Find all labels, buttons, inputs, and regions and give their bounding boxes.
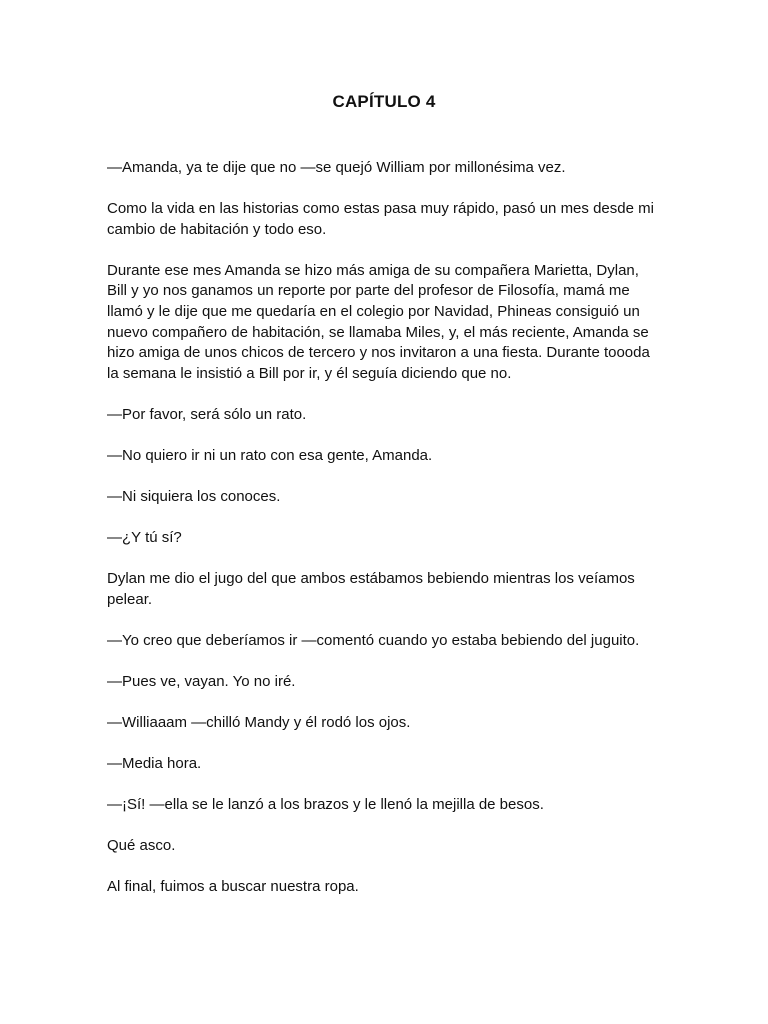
paragraph: —Media hora. [107,755,202,773]
paragraph: —Ni siquiera los conoces. [107,488,281,506]
paragraph: Durante ese mes Amanda se hizo más amiga de su compañera Marietta, Dylan, Bill y yo nos ganamos un reporte por parte del profesor de Filosofía, mamá me llamó y le dije que me quedaría en el colegio por Navidad, Phineas consiguió un nuevo compañero de habitación, se llamaba Miles, y, el más reciente, Amanda se hizo amiga de unos chicos de tercero y nos invitaron a una fiesta. Durante toooda la semana le insistió a Bill por ir, y él seguía diciendo que no. [107,261,650,382]
paragraph: —Yo creo que deberíamos ir —comentó cuando yo estaba bebiendo del juguito. [107,631,640,649]
chapter-body [107,158,663,919]
paragraph: —Pues ve, vayan. Yo no iré. [107,673,296,690]
paragraph: —Por favor, será sólo un rato. [107,405,307,423]
paragraph: —¡Sí! —ella se le lanzó a los brazos y le llenó la mejilla de besos. [107,796,544,814]
paragraph: Qué asco. [107,837,176,855]
paragraph: Al final, fuimos a buscar nuestra ropa. [107,878,359,896]
chapter-title: CAPÍTULO 4 [332,92,436,111]
paragraph: Dylan me dio el jugo del que ambos estábamos bebiendo mientras los veíamos pelear. [107,570,635,608]
paragraph: —Amanda, ya te dije que no —se quejó William por millonésima vez. [107,159,566,176]
paragraph: Como la vida en las historias como estas pasa muy rápido, pasó un mes desde mi cambio de habitación y todo eso. [107,200,654,238]
paragraph: —¿Y tú sí? [107,529,182,547]
paragraph: —Williaaam —chilló Mandy y él rodó los ojos. [107,714,411,732]
paragraph: —No quiero ir ni un rato con esa gente, Amanda. [107,446,433,464]
